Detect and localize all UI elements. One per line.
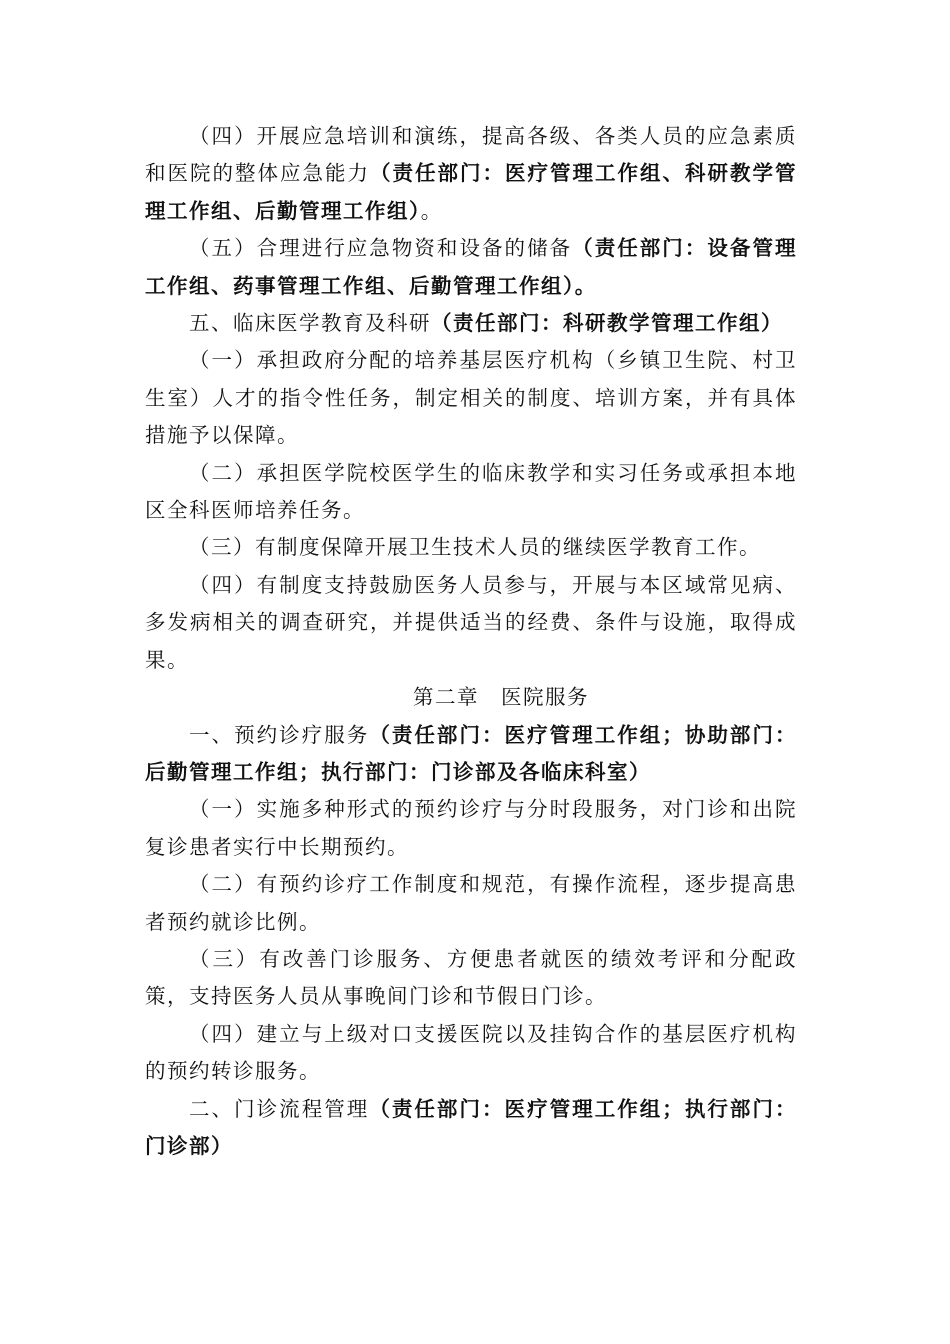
responsible-department: （责任部门：医疗管理工作组、科研教学管理工作组、后勤管理工作组） <box>145 161 797 223</box>
paragraph-text: （二）有预约诊疗工作制度和规范，有操作流程，逐步提高患者预约就诊比例。 <box>145 872 797 934</box>
paragraph-emergency-supplies <box>145 230 797 305</box>
section-heading-text: 五、临床医学教育及科研 <box>189 311 431 336</box>
paragraph-text: （四）开展应急培训和演练，提高各级、各类人员的应急素质和医院的整体应急能力 <box>145 124 797 186</box>
paragraph-text: （三）有改善门诊服务、方便患者就医的绩效考评和分配政策，支持医务人员从事晚间门诊和节假日门诊。 <box>145 946 797 1009</box>
paragraph-text: （一）实施多种形式的预约诊疗与分时段服务，对门诊和出院复诊患者实行中长期预约。 <box>145 797 797 859</box>
paragraph-grassroots-training <box>145 342 797 454</box>
paragraph-text: （四）建立与上级对口支援医院以及挂钩合作的基层医疗机构的预约转诊服务。 <box>145 1021 797 1084</box>
responsible-department: （责任部门：设备管理工作组、药事管理工作组、后勤管理工作组）。 <box>145 236 798 298</box>
paragraph-referral-service <box>145 1016 797 1091</box>
paragraph-appointment-forms <box>145 791 797 866</box>
responsible-department: （责任部门：医疗管理工作组；协助部门：后勤管理工作组；执行部门：门诊部及各临床科室） <box>145 722 798 784</box>
document-page <box>145 118 797 1165</box>
paragraph-appointment-rules <box>145 866 797 941</box>
section-heading-outpatient-process <box>145 1091 797 1166</box>
paragraph-research-support <box>145 567 797 679</box>
section-heading-appointment <box>145 717 797 792</box>
section-heading-text: 一、预约诊疗服务 <box>189 722 370 747</box>
paragraph-continuing-education <box>145 529 797 566</box>
chapter-title: 第二章 医院服务 <box>413 685 589 710</box>
responsible-department: （责任部门：科研教学管理工作组） <box>431 311 783 336</box>
paragraph-text: （一）承担政府分配的培养基层医疗机构（乡镇卫生院、村卫生室）人才的指令性任务，制定相关的制度、培训方案，并有具体措施予以保障。 <box>145 348 797 448</box>
paragraph-text: （四）有制度支持鼓励医务人员参与，开展与本区域常见病、多发病相关的调查研究，并提供适当的经费、条件与设施，取得成果。 <box>145 572 797 672</box>
paragraph-text: （二）承担医学院校医学生的临床教学和实习任务或承担本地区全科医师培养任务。 <box>145 460 797 523</box>
paragraph-clinical-teaching <box>145 455 797 530</box>
responsible-department: （责任部门：医疗管理工作组；执行部门：门诊部） <box>145 1096 798 1158</box>
paragraph-text: （三）有制度保障开展卫生技术人员的继续医学教育工作。 <box>189 535 761 560</box>
paragraph-outpatient-incentives <box>145 941 797 1016</box>
paragraph-emergency-training <box>145 118 797 230</box>
paragraph-tail: 。 <box>420 198 443 223</box>
paragraph-text: （五）合理进行应急物资和设备的储备 <box>189 236 573 261</box>
section-heading-clinical-education <box>145 305 797 342</box>
section-heading-text: 二、门诊流程管理 <box>189 1096 370 1121</box>
